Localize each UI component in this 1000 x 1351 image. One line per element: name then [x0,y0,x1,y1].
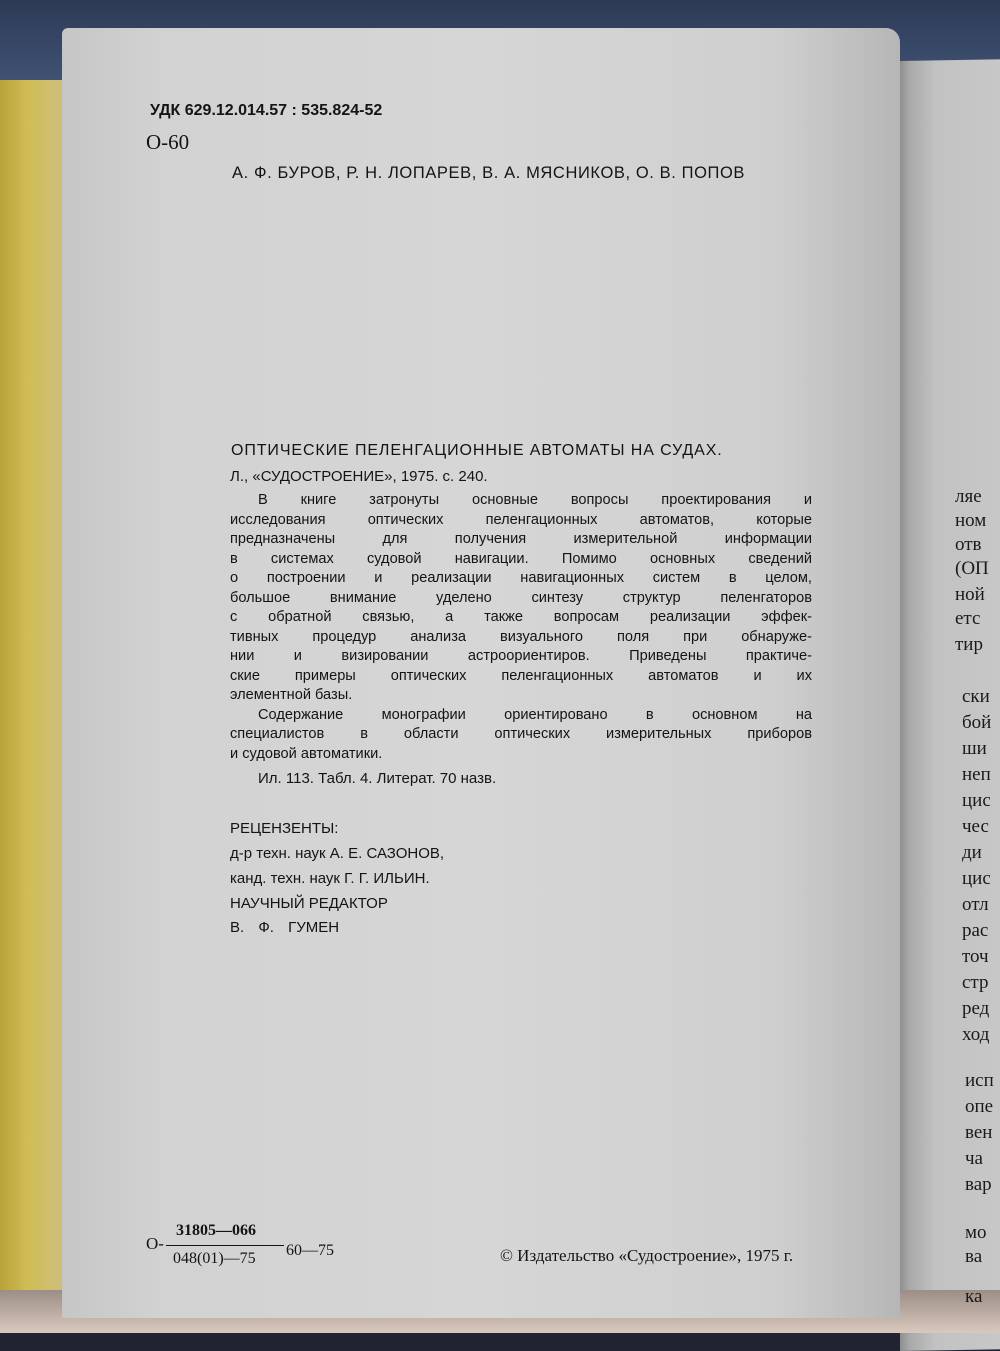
adjacent-page-fragment: исп [965,1070,994,1091]
abstract-line: большое внимание уделено синтезу структур пеленгаторов [230,589,812,606]
abstract-line: с обратной связью, а также вопросам реализации эффек- [230,609,812,625]
adjacent-page-fragment: ред [962,998,990,1019]
abstract-line: Содержание монографии ориентировано в основном на [258,706,812,723]
adjacent-page-fragment: рас [962,920,989,941]
abstract-line: нии и визировании астроориентиров. Приведены практиче- [230,648,812,664]
adjacent-page-fragment: ски [962,686,990,707]
abstract-line: предназначены для получения измерительной информации [230,531,812,547]
index-denominator: 048(01)—75 [173,1250,256,1267]
abstract-line: тивных процедур анализа визуального поля при обнаруже- [230,628,812,645]
book-title: ОПТИЧЕСКИЕ ПЕЛЕНГАЦИОННЫЕ АВТОМАТЫ НА СУДАХ. [231,442,723,459]
adjacent-page-fragment: вар [965,1174,992,1195]
adjacent-page-fragment: ном [955,510,987,531]
index-fraction-line [166,1245,284,1246]
abstract-line: в системах судовой навигации. Помимо основных сведений [230,550,812,567]
index-numerator: 31805—066 [176,1222,256,1239]
adjacent-page-fragment: ва [965,1246,983,1267]
abstract-line: и судовой автоматики. [230,745,383,762]
adjacent-page-fragment: (ОП [955,558,989,579]
adjacent-page-fragment: бой [962,712,992,733]
adjacent-page-fragment: ляе [955,486,982,507]
adjacent-page-fragment: ши [962,738,987,759]
adjacent-page-fragment: ной [955,584,985,605]
authors: А. Ф. БУРОВ, Р. Н. ЛОПАРЕВ, В. А. МЯСНИКОВ, О. В. ПОПОВ [232,164,746,182]
adjacent-page-fragment: вен [965,1122,993,1143]
editor-heading: НАУЧНЫЙ РЕДАКТОР [230,895,388,912]
adjacent-page-fragment: отв [955,534,982,555]
adjacent-page-fragment: ди [962,842,982,863]
adjacent-page-fragment: чес [962,816,989,837]
imprint: Л., «СУДОСТРОЕНИЕ», 1975. с. 240. [230,468,488,485]
abstract-line: элементной базы. [230,687,353,703]
adjacent-page-fragment: точ [962,946,989,967]
udc-code: УДК 629.12.014.57 : 535.824-52 [150,102,383,119]
adjacent-page-fragment: ка [965,1286,983,1307]
editor-name: В. Ф. ГУМЕН [230,919,340,936]
adjacent-page-fragment: етс [955,608,981,629]
adjacent-page-fragment: ход [962,1024,990,1045]
reviewers-heading: РЕЦЕНЗЕНТЫ: [230,820,339,837]
adjacent-page-fragment: цис [962,790,991,811]
copyright-notice: © Издательство «Судостроение», 1975 г. [500,1246,794,1265]
adjacent-page-fragment: опе [965,1096,994,1117]
abstract-line: ские примеры оптических пеленгационных автоматов и их [230,667,812,684]
adjacent-page-fragment: стр [962,972,989,993]
bibliographic-stats: Ил. 113. Табл. 4. Литерат. 70 назв. [258,770,497,787]
reviewer-2: канд. техн. наук Г. Г. ИЛЬИН. [230,870,430,887]
abstract-line: В книге затронуты основные вопросы проектирования и [258,492,812,508]
adjacent-page-fragment: мо [965,1222,987,1243]
abstract-line: специалистов в области оптических измерительных приборов [230,726,812,742]
adjacent-page-fragment: неп [962,764,991,785]
adjacent-page-fragment: отл [962,894,989,915]
index-suffix: 60—75 [286,1242,334,1259]
abstract-line: исследования оптических пеленгационных автоматов, которые [230,511,812,528]
adjacent-page-fragment: цис [962,868,991,889]
reviewer-1: д-р техн. наук А. Е. САЗОНОВ, [230,845,445,862]
abstract [230,491,812,764]
adjacent-page-fragment: тир [955,634,983,655]
abstract-line: о построении и реализации навигационных систем в целом, [230,570,812,586]
adjacent-page-fragment: ча [965,1148,983,1169]
catalog-code: О-60 [146,130,190,154]
index-prefix: О- [146,1234,164,1253]
